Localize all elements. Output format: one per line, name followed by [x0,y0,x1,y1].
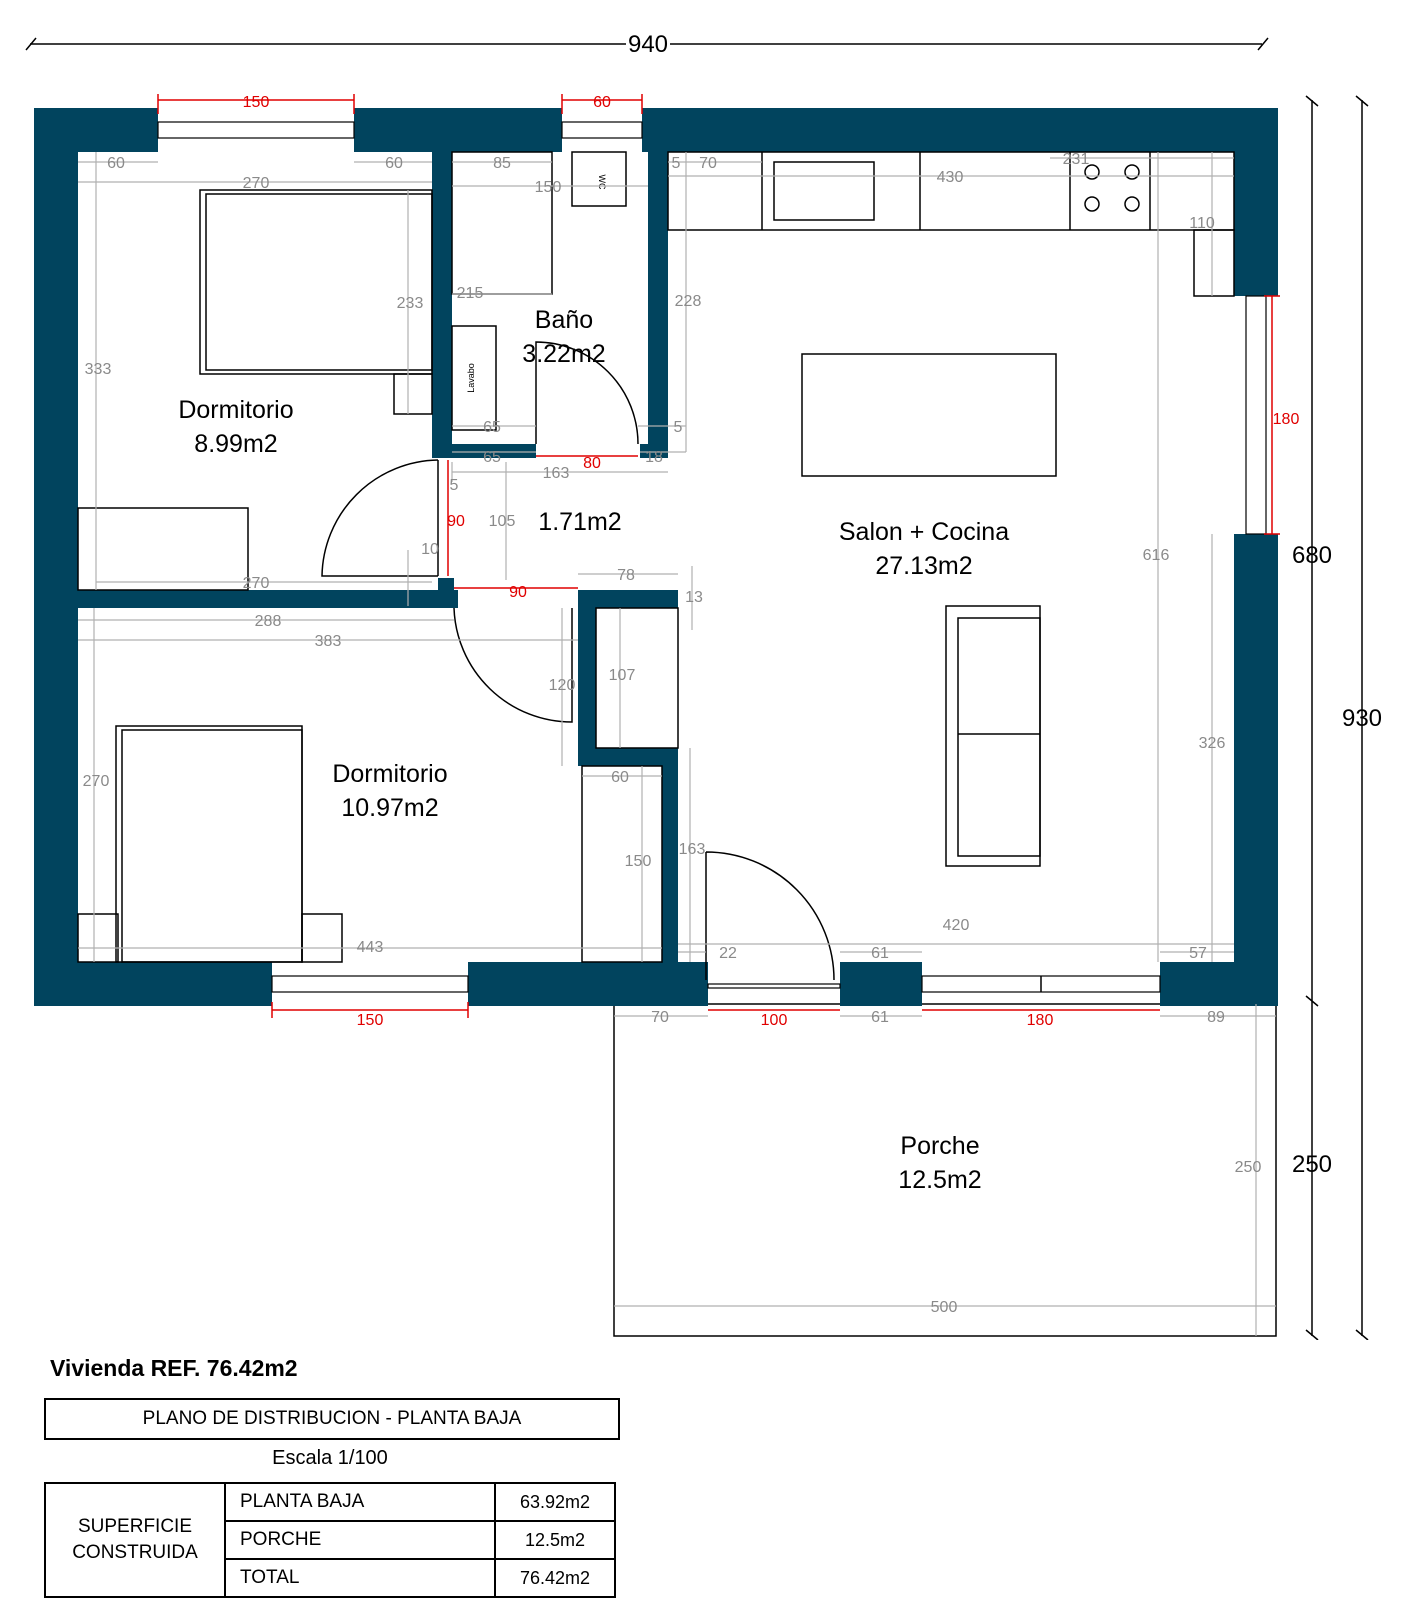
dim-label: 231 [1062,151,1090,168]
dim-label: 326 [1198,735,1226,752]
row-value: 12.5m2 [495,1521,615,1559]
red-dimension-labels [243,94,1300,1029]
dim-label: 110 [1189,215,1215,232]
dim-label: 270 [242,575,270,592]
dim-window-dormitorio-1: 150 [242,94,270,111]
dim-door-entry: 100 [760,1012,788,1029]
dim-label: 443 [356,939,384,956]
area-table [44,1482,616,1598]
dim-label: 5 [671,155,681,172]
dim-label: 78 [617,567,635,584]
sofa [946,606,1040,866]
dim-label: 228 [674,293,702,310]
room-name-bano: Baño [534,306,594,334]
hob-burner [1125,165,1139,179]
dim-window-salon-right: 180 [1272,411,1300,428]
dim-label: 89 [1207,1009,1225,1026]
door-dormitorio-1 [322,460,438,576]
dim-window-salon-bottom: 180 [1026,1012,1054,1029]
table-row [45,1483,615,1521]
window-salon-right [1246,296,1266,534]
dim-label: 500 [930,1299,958,1316]
dim-label: 233 [396,295,424,312]
room-name-dormitorio-1: Dormitorio [178,396,294,424]
kitchen-counter [668,152,1234,230]
dim-overall-width: 940 [627,31,669,58]
dim-label: 61 [871,945,889,962]
hob-burner [1085,197,1099,211]
dim-label: 430 [936,169,964,186]
dim-door-dormitorio-1: 90 [447,513,465,530]
room-name-salon-cocina: Salon + Cocina [838,518,1010,546]
room-area-porche: 12.5m2 [898,1166,982,1194]
dim-label: 13 [685,589,703,606]
window-dormitorio-1 [158,122,354,138]
dim-label: 60 [611,769,629,786]
entry-threshold [708,984,840,988]
room-area-dormitorio-2: 10.97m2 [341,794,439,822]
walls [34,108,1278,1006]
row-value: 63.92m2 [495,1483,615,1521]
dim-label: 65 [483,449,501,466]
desk-dormitorio-1 [78,508,248,590]
dim-label: 150 [624,853,652,870]
window-dormitorio-2 [272,976,468,992]
dim-total-depth: 930 [1341,705,1383,732]
room-area-hall: 1.71m2 [538,508,622,536]
dim-label: 57 [1189,945,1207,962]
dim-window-bano: 60 [593,94,611,111]
dim-label: 270 [242,175,270,192]
dim-label: 70 [651,1009,669,1026]
dim-label: 383 [314,633,342,650]
dim-label: 22 [719,945,737,962]
dim-label: 107 [608,667,636,684]
dim-label: 288 [254,613,282,630]
dim-door-dormitorio-2: 90 [509,584,527,601]
bed-dormitorio-2 [116,726,302,962]
gray-dimension-lines [78,152,1276,1336]
bed-dormitorio-1 [200,190,432,374]
room-area-dormitorio-1: 8.99m2 [194,430,278,458]
dim-label: 85 [493,155,511,172]
hob-burner [1125,197,1139,211]
room-area-bano: 3.22m2 [522,340,606,368]
dim-label: 60 [385,155,403,172]
room-area-salon-cocina: 27.13m2 [875,552,973,580]
window-bano [562,122,642,138]
dim-label: 70 [699,155,717,172]
plan-label: PLANO DE DISTRIBUCION - PLANTA BAJA [44,1398,620,1440]
row-label: PLANTA BAJA [225,1483,495,1521]
dim-label: 163 [678,841,706,858]
dim-label: 270 [82,773,110,790]
room-name-porche: Porche [900,1132,980,1160]
dim-label: 105 [488,513,516,530]
room-name-dormitorio-2: Dormitorio [332,760,448,788]
wc-label: WC [597,174,607,190]
shower [452,152,552,294]
dining-table [802,354,1056,476]
dim-label: 215 [456,285,484,302]
scale-label: Escala 1/100 [272,1447,388,1469]
dim-label: 10 [421,541,439,558]
dim-label: 5 [449,477,459,494]
dim-label: 61 [871,1009,889,1026]
dim-label: 150 [534,179,562,196]
row-label: TOTAL [225,1559,495,1597]
dim-porch-depth: 250 [1291,1151,1333,1178]
dim-house-depth: 680 [1291,542,1333,569]
dim-door-bano: 80 [583,455,601,472]
kitchen-sink [774,162,874,220]
dim-label: 420 [942,917,970,934]
right-dimensions [1292,96,1382,1340]
dim-label: 60 [107,155,125,172]
superficie-label: SUPERFICIE CONSTRUIDA [45,1483,225,1597]
dim-label: 616 [1142,547,1170,564]
dim-label: 250 [1234,1159,1262,1176]
red-dimension-lines [158,94,1280,1018]
dim-label: 18 [645,449,663,466]
dim-window-dormitorio-2: 150 [356,1012,384,1029]
drawing-title: Vivienda REF. 76.42m2 [50,1355,298,1381]
gray-dimension-labels [83,151,1262,1316]
dim-label: 120 [548,677,576,694]
dim-label: 65 [483,419,501,436]
dim-label: 5 [673,419,683,436]
row-label: PORCHE [225,1521,495,1559]
door-dormitorio-2 [454,608,572,722]
row-value: 76.42m2 [495,1559,615,1597]
overall-width-dimension [26,30,1268,58]
dim-label: 333 [84,361,112,378]
sink-label: Lavabo [466,363,476,393]
dim-label: 163 [542,465,570,482]
